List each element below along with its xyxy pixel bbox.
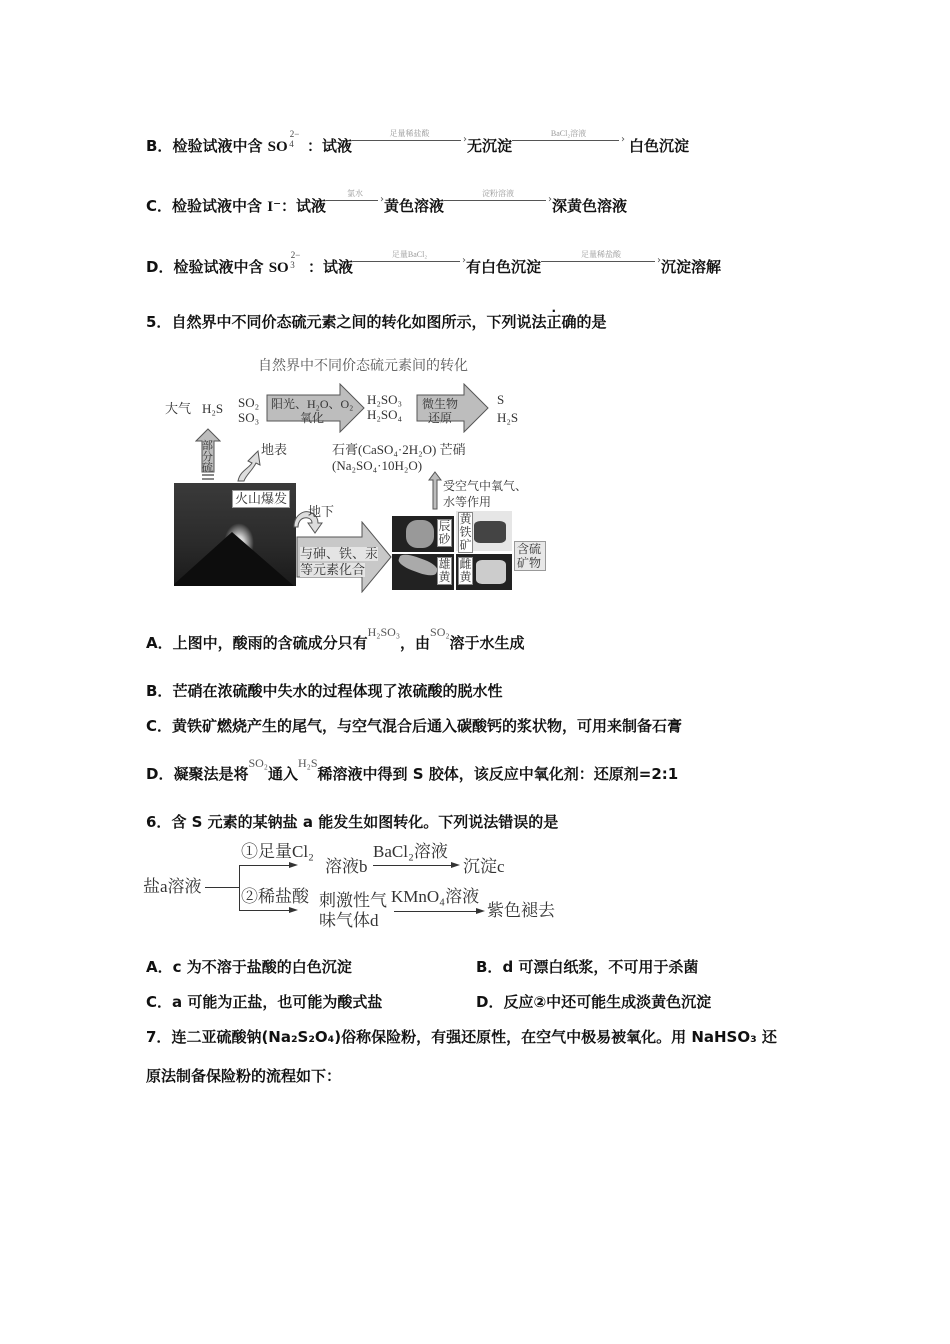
arrowhead-icon [289, 862, 298, 868]
option-text: ：试液 [301, 137, 352, 155]
ion-subscript: 4 [289, 139, 294, 149]
option-label: D． [476, 993, 504, 1011]
option-text: 黄铁矿燃烧产生的尾气，与空气混合后通入碳酸钙的浆状物，可用来制备石膏 [172, 717, 683, 735]
up-arrow-icon [428, 471, 442, 511]
combine-label: 与砷、铁、汞 [300, 546, 379, 561]
partial-sulfur-label: 部分硫 [202, 440, 213, 474]
step-result: 沉淀溶解 [661, 258, 722, 276]
q6-option-a [146, 957, 352, 977]
option-text: d 可漂白纸浆，不可用于杀菌 [502, 958, 699, 976]
option-label: D． [146, 258, 174, 276]
product-label: 刺激性气 [319, 891, 387, 910]
ion-formula: SO [267, 139, 288, 155]
arrow-condition: 足量BaCl₂ [391, 250, 428, 259]
q4-option-d [146, 252, 721, 279]
diagram-title: 自然界中不同价态硫元素间的转化 [258, 359, 468, 374]
arrow-condition: 氧化 [300, 411, 325, 425]
question-number: 6． [146, 813, 172, 831]
connector-line [239, 865, 291, 866]
q6-option-d [476, 992, 711, 1012]
option-text: c 为不溶于盐酸的白色沉淀 [172, 958, 352, 976]
option-text: 溶于水生成 [449, 634, 525, 652]
formula: SO₂ [248, 756, 268, 770]
question-text: 自然界中不同价态硫元素之间的转化如图所示，下列说法 [171, 313, 547, 331]
option-label: B． [146, 137, 173, 155]
step-result: 无沉淀 [467, 137, 513, 155]
option-label: D． [146, 765, 174, 783]
connector-line [239, 865, 240, 910]
product-label: 紫色褪去 [487, 901, 555, 920]
product-label: 味气体d [319, 911, 379, 930]
arrow-condition: 微生物 [422, 397, 459, 411]
ion-formula: SO [268, 260, 289, 276]
reaction-arrow: BaCl₂溶液 › [512, 131, 625, 151]
connector-line [394, 911, 478, 912]
arrowhead-icon [476, 908, 485, 914]
so2-formula: SO₂ [238, 395, 260, 410]
arrow-condition: 还原 [428, 411, 453, 425]
option-text: 芒硝在浓硫酸中失水的过程体现了浓硫酸的脱水性 [172, 682, 503, 700]
mirabilite-label: (Na₂SO₄·10H₂O) [332, 458, 423, 473]
option-text: 检验试液中含 [172, 197, 268, 215]
arrow-condition: 氯水 [347, 189, 364, 198]
formula: H₂SO₃ [367, 625, 400, 639]
formula: SO₂ [430, 625, 450, 639]
question-text: 含 S 元素的某钠盐 a 能发生如图转化。下列说法错误的是 [171, 813, 559, 831]
orpiment-label: 雌黄 [459, 557, 472, 584]
option-text: 凝聚法是将 [173, 765, 249, 783]
q6-option-c [146, 992, 382, 1012]
weathering-label: 水等作用 [443, 495, 492, 509]
reaction-arrow: 淀粉溶液 › [444, 191, 552, 211]
gypsum-label: 石膏(CaSO₄·2H₂O) 芒硝 [332, 442, 466, 457]
q6-stem [146, 812, 558, 832]
step-result: 有白色沉淀 [466, 258, 542, 276]
h2so3-formula: H₂SO₃ [367, 392, 403, 407]
option-text: 上图中，酸雨的含硫成分只有 [172, 634, 368, 652]
q5-stem [146, 312, 606, 332]
formula: H₂S [298, 756, 318, 770]
option-label: B． [146, 682, 173, 700]
option-text: a 可能为正盐，也可能为酸式盐 [172, 993, 383, 1011]
q5-option-c [146, 716, 682, 736]
reagent-label: BaCl₂溶液 [373, 842, 448, 861]
option-label: C． [146, 993, 173, 1011]
arrowhead-icon [289, 907, 298, 913]
option-text: ，由 [400, 634, 431, 652]
arrow-condition: 足量稀盐酸 [389, 129, 430, 138]
product-label: 溶液b [325, 857, 368, 876]
option-text: ：试液 [281, 197, 327, 215]
arrow-condition: BaCl₂溶液 [550, 129, 587, 138]
h2s-formula: H₂S [202, 401, 224, 416]
option-label: A． [146, 634, 173, 652]
q5-option-d [146, 756, 679, 785]
step-result: 白色沉淀 [629, 137, 690, 155]
combine-label: 等元素化合 [300, 562, 366, 577]
h2so4-formula: H₂SO₄ [367, 407, 403, 422]
ion-charge: 2− [290, 250, 301, 260]
arrow-condition: 淀粉溶液 [482, 189, 515, 198]
reagent-label: ①足量Cl₂ [241, 842, 314, 861]
reaction-arrow: 足量稀盐酸 › [541, 252, 661, 272]
curved-arrow-icon [234, 449, 264, 483]
cinnabar-label: 辰砂 [438, 519, 451, 546]
q6-option-b [476, 957, 698, 977]
arrowhead-icon [451, 862, 460, 868]
weathering-label: 受空气中氧气、 [443, 479, 528, 493]
sulfur-cycle-diagram [160, 355, 540, 600]
option-text: 通入 [268, 765, 299, 783]
step-result: 黄色溶液 [384, 197, 445, 215]
q7-stem-line2 [146, 1066, 341, 1086]
q4-option-c [146, 191, 627, 217]
realgar-label: 雄黄 [438, 557, 451, 584]
option-label: B． [476, 958, 503, 976]
connector-line [205, 887, 239, 888]
option-text: 检验试液中含 [173, 258, 269, 276]
option-label: A． [146, 958, 173, 976]
product-label: 沉淀c [463, 857, 505, 876]
h2s-formula: H₂S [497, 410, 519, 425]
s-formula: S [497, 392, 505, 407]
q7-stem-line1 [146, 1027, 777, 1047]
connector-line [239, 910, 291, 911]
question-text: 原法制备保险粉的流程如下： [146, 1067, 342, 1085]
arrow-condition: 阳光、H₂O、O₂ [271, 397, 354, 411]
q5-option-b [146, 681, 502, 701]
step-result: 深黄色溶液 [552, 197, 628, 215]
reaction-arrow: 足量稀盐酸 › [352, 131, 467, 151]
volcano-label: 火山爆发 [232, 490, 290, 508]
option-text: 稀溶液中得到 S 胶体，该反应中氧化剂：还原剂=2:1 [317, 765, 679, 783]
arrow-condition: 足量稀盐酸 [581, 250, 622, 259]
reaction-arrow: 足量BaCl₂ › [353, 252, 466, 272]
reagent-label: KMnO₄溶液 [391, 887, 480, 906]
salt-conversion-diagram [143, 840, 593, 932]
q4-option-b [146, 131, 689, 158]
ion-subscript: 3 [290, 260, 295, 270]
q5-option-a [146, 625, 525, 654]
option-text: ：试液 [302, 258, 354, 276]
start-substance: 盐a溶液 [143, 877, 202, 896]
option-text: 检验试液中含 [172, 137, 268, 155]
ion-charge: 2− [289, 129, 300, 139]
emphasized-text: 正确 [546, 313, 577, 331]
connector-line [373, 865, 453, 866]
reagent-label: ②稀盐酸 [241, 887, 309, 906]
question-number: 5． [146, 313, 172, 331]
so3-formula: SO₃ [238, 410, 260, 425]
option-text: 反应②中还可能生成淡黄色沉淀 [503, 993, 712, 1011]
question-text: 的是 [576, 313, 607, 331]
option-label: C． [146, 717, 173, 735]
atmosphere-label: 大气 [165, 401, 192, 416]
reaction-arrow: 氯水 › [326, 191, 384, 211]
option-label: C． [146, 197, 173, 215]
sulfur-minerals-label: 含硫矿物 [514, 541, 546, 571]
underground-label: 地下 [308, 504, 335, 519]
question-text: 连二亚硫酸钠(Na₂S₂O₄)俗称保险粉，有强还原性，在空气中极易被氧化。用 NaHSO₃ 还 [171, 1028, 777, 1046]
pyrite-label: 黄铁矿 [459, 512, 472, 552]
surface-label: 地表 [261, 442, 288, 457]
ion-formula: I⁻ [267, 199, 282, 215]
question-number: 7． [146, 1028, 172, 1046]
